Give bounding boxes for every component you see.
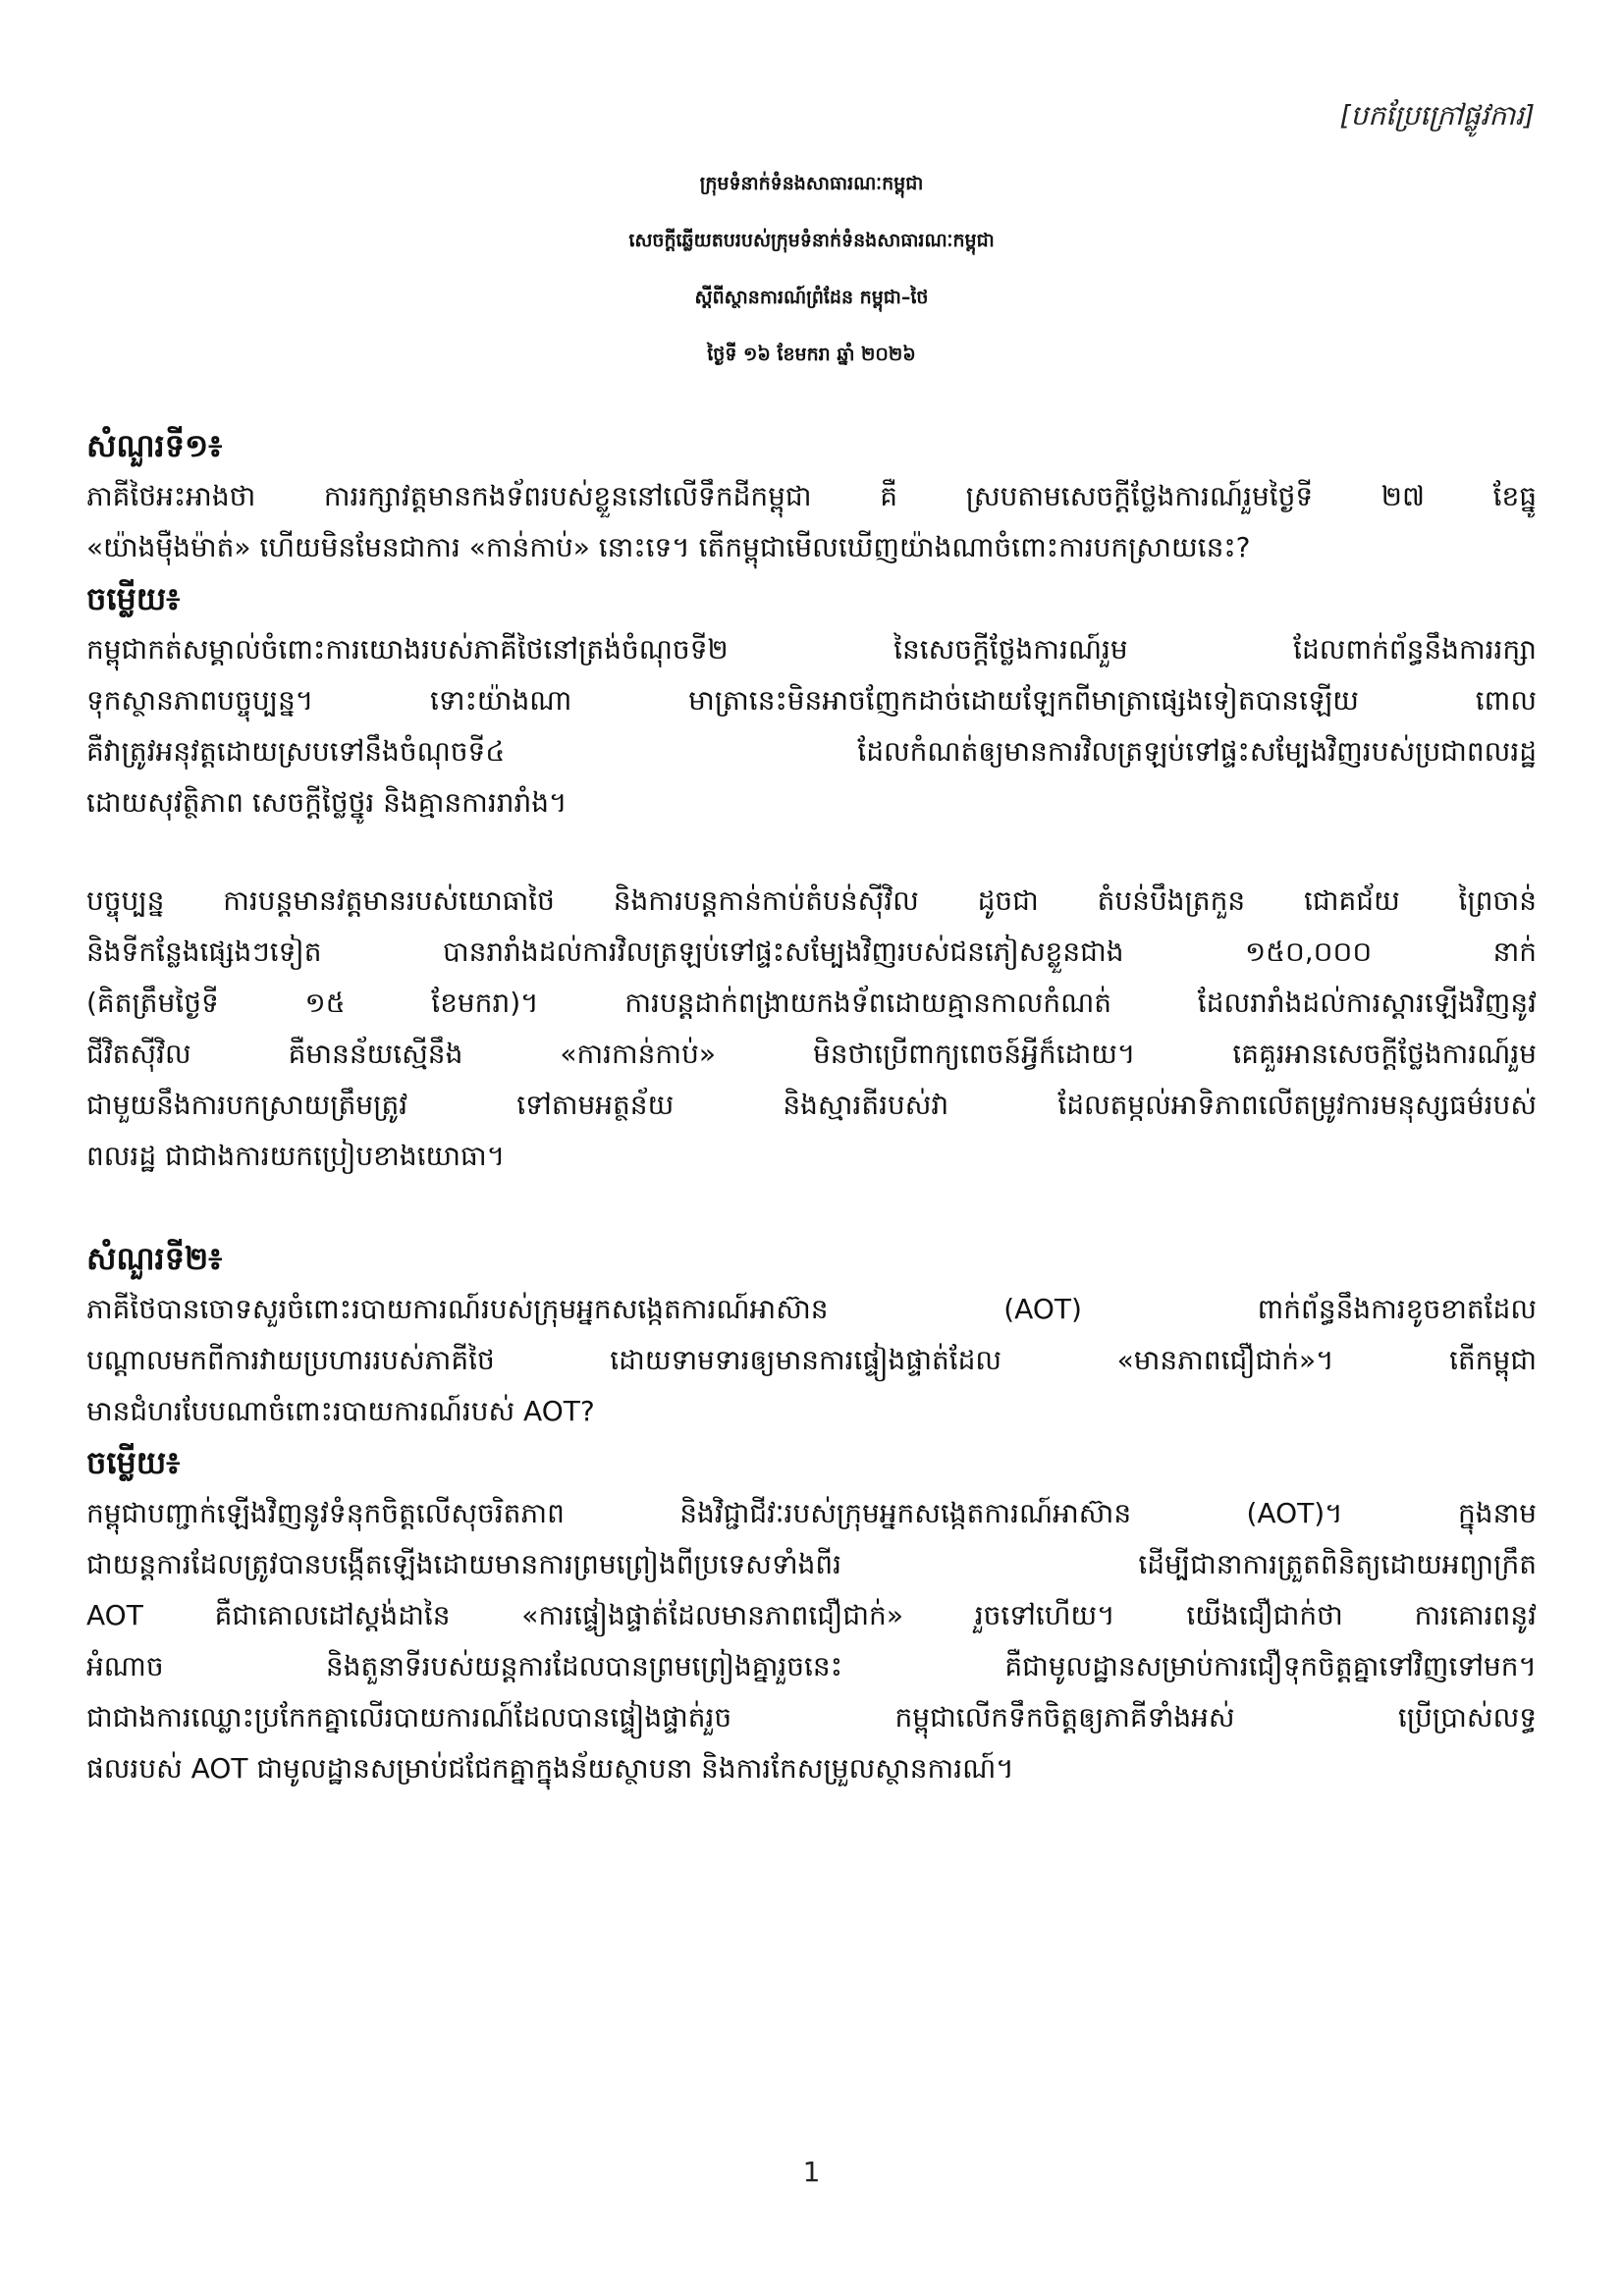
title-block [0, 155, 1623, 383]
text-line: ភាគីថៃបានចោទសួរចំពោះរបាយការណ៍របស់ក្រុមអ្នកសង្កេតការណ៍អាស៊ាន (AOT) ពាក់ព័ន្ធនឹងការខូចខាតដែល [86, 1293, 1537, 1325]
text-line: ទុកស្ថានភាពបច្ចុប្បន្ន។ ទោះយ៉ាងណា មាត្រានេះមិនអាចញែកដាច់ដោយឡែកពីមាត្រាផ្សេងទៀតបានឡើយ ពោល [86, 684, 1537, 717]
question-heading-2: សំណួរទី២៖ [86, 1240, 223, 1277]
text-line: ជីវិតស៊ីវិល គឺមានន័យស្មើនឹង «ការកាន់កាប់» មិនថាប្រើពាក្យពេចន៍អ្វីក៏ដោយ។ គេគួរអានសេចក្តីថ្លែងការណ៍រួម [86, 1038, 1537, 1070]
text-line: ជាជាងការឈ្លោះប្រកែកគ្នាលើរបាយការណ៍ដែលបានផ្ទៀងផ្ទាត់រួច កម្ពុជាលើកទឹកចិត្តឲ្យភាគីទាំងអស់ ប្រើប្រាស់លទ្ធ [86, 1701, 1537, 1734]
title-organization: ក្រុមទំនាក់ទំនងសាធារណៈកម្ពុជា [699, 173, 924, 194]
text-line: ភាគីថៃអះអាងថា ការរក្សាវត្តមានកងទ័ពរបស់ខ្លួននៅលើទឹកដីកម្ពុជា គឺ ស្របតាមសេចក្តីថ្លែងការណ៍រួមថ្ងៃទី ២៧ ខែធ្នូ [86, 480, 1537, 512]
page-number: 1 [802, 2156, 821, 2188]
text-line: គឺវាត្រូវអនុវត្តដោយស្របទៅនឹងចំណុចទី៤ ដែលកំណត់ឲ្យមានការវិលត្រឡប់ទៅផ្ទះសម្បែងវិញរបស់ប្រជាពលរដ្ឋ [86, 735, 1537, 768]
title-subject: ស្តីពីស្ថានការណ៍ព្រំដែន កម្ពុជា–ថៃ [694, 287, 929, 308]
text-line: AOT គឺជាគោលដៅស្តង់ដានៃ «ការផ្ទៀងផ្ទាត់ដែលមានភាពជឿជាក់» រួចទៅហើយ។ យើងជឿជាក់ថា ការគោរពនូវ [86, 1599, 1537, 1631]
text-line: ពលរដ្ឋ ជាជាងការយកប្រៀបខាងយោធា។ [86, 1140, 506, 1172]
paragraph-gap [86, 828, 1537, 876]
text-line: បណ្តាលមកពីការវាយប្រហាររបស់ភាគីថៃ ដោយទាមទារឲ្យមានការផ្ទៀងផ្ទាត់ដែល «មានភាពជឿជាក់»។ តើកម្ពុជា [86, 1344, 1537, 1376]
title-date: ថ្ងៃទី ១៦ ខែមករា ឆ្នាំ ២០២៦ [707, 344, 916, 365]
text-line: អំណាច និងតួនាទីរបស់យន្តការដែលបានព្រមព្រៀងគ្នារួចនេះ គឺជាមូលដ្ឋានសម្រាប់ការជឿទុកចិត្តគ្នាទៅវិញទៅមក។ [86, 1650, 1537, 1682]
text-line: និងទីកន្លែងផ្សេងៗទៀត បានរារាំងដល់ការវិលត្រឡប់ទៅផ្ទះសម្បែងវិញរបស់ជនភៀសខ្លួនជាង ១៥០,០០០ នាក់ [86, 935, 1537, 968]
text-line: ជាយន្តការដែលត្រូវបានបង្កើតឡើងដោយមានការព្រមព្រៀងពីប្រទេសទាំងពីរ ដើម្បីជានាការត្រួតពិនិត្យដោយអព្យាក្រឹត [86, 1548, 1537, 1580]
answer-heading-2: ចម្លើយ៖ [86, 1444, 181, 1481]
title-statement: សេចក្តីឆ្លើយតបរបស់ក្រុមទំនាក់ទំនងសាធារណៈកម្ពុជា [628, 230, 995, 251]
section-question-1 [86, 420, 1537, 1182]
answer-1-paragraph-1 [86, 624, 1537, 828]
text-line: ដោយសុវត្ថិភាព សេចក្តីថ្លៃថ្នូរ និងគ្មានការរារាំង។ [86, 786, 568, 819]
question-heading-1: សំណួរទី១៖ [86, 427, 223, 464]
text-line: មានជំហរបែបណាចំពោះរបាយការណ៍របស់ AOT? [86, 1395, 595, 1427]
section-gap [86, 1182, 1537, 1233]
text-line: ផលរបស់ AOT ជាមូលដ្ឋានសម្រាប់ជជែកគ្នាក្នុងន័យស្ថាបនា និងការកែសម្រួលស្ថានការណ៍។ [86, 1752, 1014, 1785]
question-text-2 [86, 1284, 1537, 1437]
text-line: ជាមួយនឹងការបកស្រាយត្រឹមត្រូវ ទៅតាមអត្ថន័យ និងស្មារតីរបស់វា ដែលតម្កល់អាទិភាពលើតម្រូវការមនុស្សធម៌របស់ [86, 1089, 1537, 1121]
text-line: កម្ពុជាកត់សម្គាល់ចំពោះការយោងរបស់ភាគីថៃនៅត្រង់ចំណុចទី២ នៃសេចក្តីថ្លែងការណ៍រួម ដែលពាក់ព័ន្ធនឹងការរក្សា [86, 633, 1537, 666]
text-line: (គិតត្រឹមថ្ងៃទី ១៥ ខែមករា)។ ការបន្តដាក់ពង្រាយកងទ័ពដោយគ្មានកាលកំណត់ ដែលរារាំងដល់ការស្តារឡើងវិញនូវ [86, 987, 1537, 1019]
text-line: «យ៉ាងម៉ឺងម៉ាត់» ហើយមិនមែនជាការ «កាន់កាប់» នោះទេ។ តើកម្ពុជាមើលឃើញយ៉ាងណាចំពោះការបកស្រាយនេះ? [86, 531, 1251, 563]
answer-heading-1: ចម្លើយ៖ [86, 580, 181, 617]
text-line: កម្ពុជាបញ្ជាក់ឡើងវិញនូវទំនុកចិត្តលើសុចរិតភាព និងវិជ្ជាជីវៈរបស់ក្រុមអ្នកសង្កេតការណ៍អាស៊ាន (AOT)។ ក្នុងនាម [86, 1497, 1537, 1529]
text-line: បច្ចុប្បន្ន ការបន្តមានវត្តមានរបស់យោធាថៃ និងការបន្តកាន់កាប់តំបន់ស៊ីវិល ដូចជា តំបន់បឹងត្រកួន ជោគជ័យ ព្រៃចាន់ [86, 884, 1537, 917]
unofficial-translation-tag: [បកប្រែក្រៅផ្លូវការ] [1339, 99, 1535, 132]
document-body [86, 420, 1537, 1794]
question-text-1 [86, 471, 1537, 573]
answer-1-paragraph-2 [86, 876, 1537, 1182]
answer-2-paragraph-1 [86, 1488, 1537, 1794]
section-question-2 [86, 1233, 1537, 1794]
